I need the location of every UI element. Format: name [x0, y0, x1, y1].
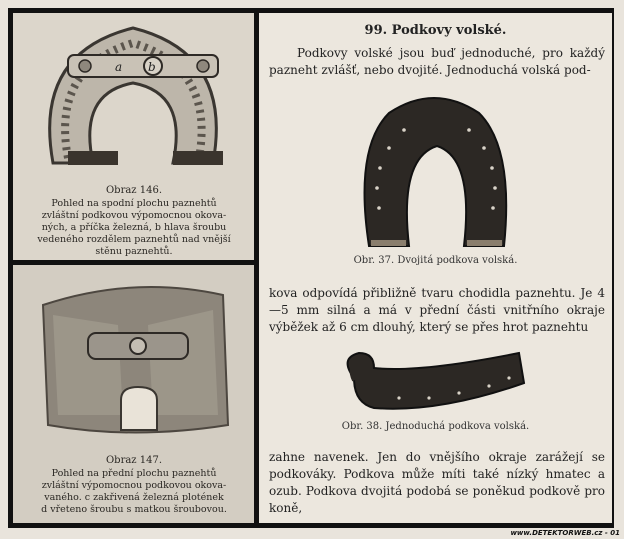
caption-line: vedeného rozdělem paznehtů nad vnější	[37, 234, 231, 245]
caption-line: ných, a příčka železná, b hlava šroubu	[41, 222, 227, 233]
caption-line: zvláštní výpomocnou podkovou okova-	[41, 480, 227, 491]
label-a: a	[115, 60, 123, 74]
caption-line: Pohled na spodní plochu paznehtů	[51, 198, 217, 209]
figure-147-panel	[13, 265, 254, 523]
single-ox-shoe-illustration	[259, 338, 612, 418]
figure-37-caption: Obr. 37. Dvojitá podkova volská.	[353, 255, 518, 266]
hoof-bottom-illustration	[13, 13, 254, 188]
section-heading: 99. Podkovy volské.	[364, 23, 507, 38]
figure-38-caption: Obr. 38. Jednoduchá podkova volská.	[341, 421, 530, 432]
caption-line: zvláštní podkovou výpomocnou okova-	[41, 210, 227, 221]
watermark: www.DETEKTORWEB.cz - 01	[510, 529, 620, 537]
figure-147-title: Obraz 147.	[105, 455, 163, 466]
caption-line: d vřeteno šroubu s matkou šroubovou.	[41, 504, 227, 515]
caption-line: vaného. c zakřivená železná plotének	[44, 492, 224, 503]
double-ox-shoe-illustration	[259, 88, 612, 258]
paragraph-3: zahne navenek. Jen do vnějšího okraje zarážejí se podkováky. Podkova může míti také nízký hmatec a ozub. Podkova dvojitá podobá se poněkud podkově pro koně,	[269, 450, 605, 515]
figure-146-caption	[19, 185, 249, 258]
paragraph-2: kova odpovídá přibližně tvaru chodidla paznehtu. Je 4—5 mm silná a má v přední části vnitřního okraje výběžek až 6 cm dlouhý, který se přes hrot paznehtu	[269, 286, 605, 334]
caption-line: stěnu paznehtů.	[95, 246, 173, 257]
book-page	[259, 13, 612, 523]
hoof-front-illustration	[13, 265, 254, 455]
label-b: b	[148, 60, 156, 74]
figure-146-title: Obraz 146.	[105, 185, 163, 196]
paragraph-1: Podkovy volské jsou buď jednoduché, pro každý pazneht zvlášť, nebo dvojité. Jednoduchá volská pod-	[269, 46, 605, 77]
figure-147-caption	[19, 455, 249, 516]
caption-line: Pohled na přední plochu paznehtů	[51, 468, 217, 479]
figure-146-panel	[13, 13, 254, 260]
